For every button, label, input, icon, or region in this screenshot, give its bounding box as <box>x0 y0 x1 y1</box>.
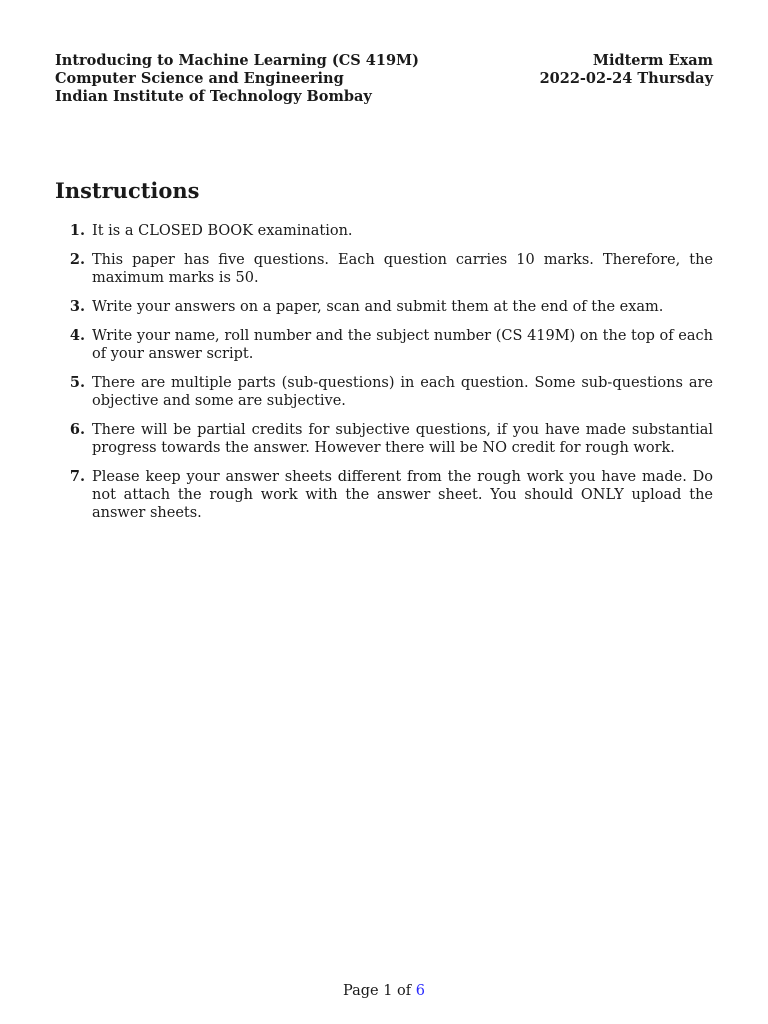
item-number: 5. <box>69 374 85 391</box>
total-pages-link[interactable]: 6 <box>415 983 425 999</box>
exam-date: 2022-02-24 Thursday <box>539 70 713 87</box>
item-text: Write your name, roll number and the subject number (CS 419M) on the top of each of your answer script. <box>92 328 713 362</box>
item-number: 6. <box>69 421 85 438</box>
instructions-list <box>55 222 713 533</box>
list-item <box>55 374 713 410</box>
list-item <box>55 251 713 287</box>
header-right <box>540 52 713 106</box>
course-title: Introducing to Machine Learning (CS 419M) <box>55 52 419 69</box>
item-number: 3. <box>69 298 85 315</box>
item-text: There will be partial credits for subjective questions, if you have made substantial progress towards the answer. However there will be NO credit for rough work. <box>92 422 713 456</box>
item-number: 1. <box>69 222 85 239</box>
section-title: Instructions <box>55 178 200 203</box>
list-item <box>55 222 713 240</box>
institute-name: Indian Institute of Technology Bombay <box>55 88 372 105</box>
page-footer <box>0 982 768 1000</box>
item-number: 4. <box>69 327 85 344</box>
exam-name: Midterm Exam <box>592 52 713 69</box>
item-number: 2. <box>69 251 85 268</box>
item-text: Please keep your answer sheets different from the rough work you have made. Do not attach the rough work with the answer sheet. You should ONLY upload the answer sheets. <box>92 469 713 521</box>
document-header <box>55 52 713 106</box>
item-text: There are multiple parts (sub-questions) in each question. Some sub-questions are objective and some are subjective. <box>92 375 713 409</box>
page-number-label: Page 1 of <box>343 983 412 999</box>
item-text: Write your answers on a paper, scan and submit them at the end of the exam. <box>92 299 664 315</box>
list-item <box>55 298 713 316</box>
item-text: This paper has five questions. Each question carries 10 marks. Therefore, the maximum marks is 50. <box>92 252 713 286</box>
item-text: It is a CLOSED BOOK examination. <box>92 223 353 239</box>
header-left <box>55 52 419 106</box>
list-item <box>55 468 713 522</box>
list-item <box>55 327 713 363</box>
item-number: 7. <box>69 468 85 485</box>
department-name: Computer Science and Engineering <box>55 70 344 87</box>
list-item <box>55 421 713 457</box>
